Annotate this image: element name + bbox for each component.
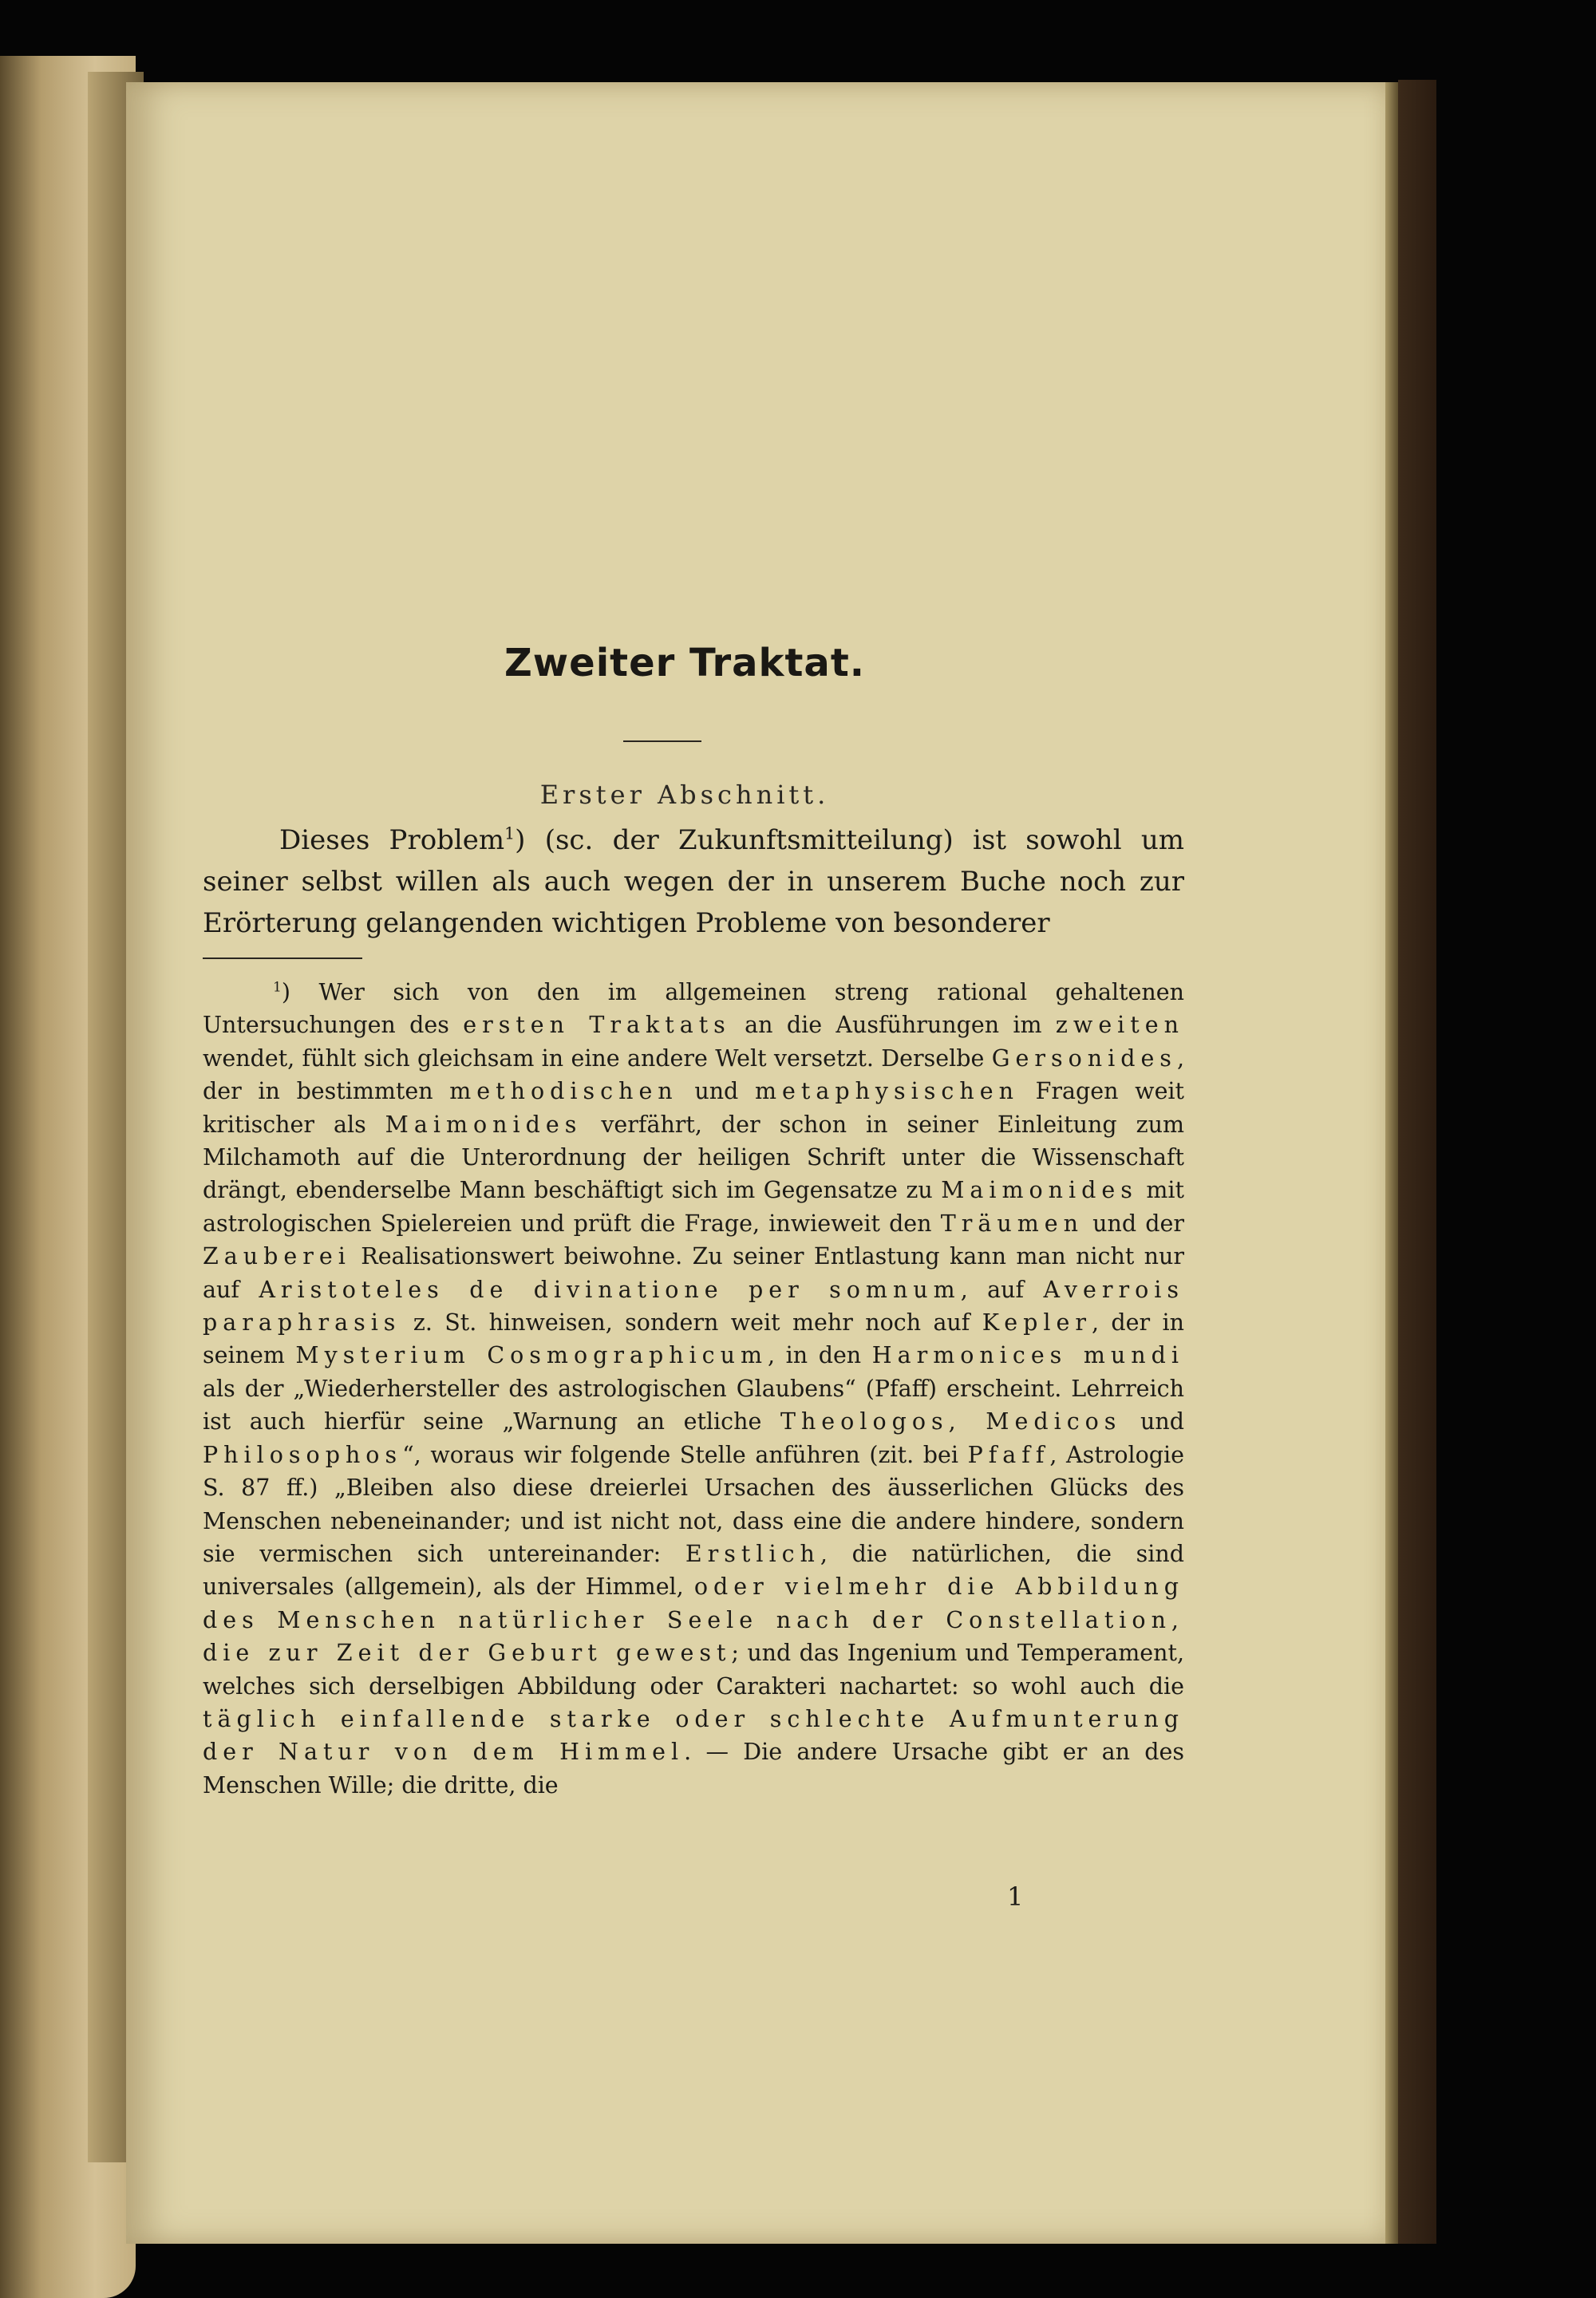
footnote-text: , auf [960,1276,1044,1303]
spaced-emphasis: Zauberei [203,1243,351,1270]
page-edge [1385,82,1398,2244]
body-text: Dieses Problem [279,824,505,856]
spaced-emphasis: methodischen [449,1078,678,1105]
spaced-emphasis: Harmonices mundi [871,1342,1184,1369]
footnote-text: und [1121,1408,1185,1435]
footnote-text: . — Die andere Ursache gibt er an des Menschen Wille; die dritte, die [203,1739,1184,1799]
footnote-text: , Astrologie S. 87 ff.) „Bleiben also diese dreierlei Ursachen des äusserlichen Glücks des Menschen nebeneinander; und ist nicht not, dass eine die andere hindere, sondern sie vermischen sich untereinander: [203,1441,1184,1567]
spaced-emphasis: metaphysischen [755,1078,1019,1105]
footnote-text: wendet, fühlt sich gleichsam in eine andere Welt versetzt. Derselbe [203,1044,992,1072]
footnote-text: ) Wer sich von den im allgemeinen streng rational gehaltenen Untersuchungen des [203,979,1184,1039]
footnote-text: als der „Wiederhersteller des astrologischen Glaubens“ (Pfaff) erscheint. Lehrreich ist auch hierfür seine „Warnung an etliche [203,1375,1184,1435]
footnote-text: ; und das Ingenium und Temperament, welches sich derselbigen Abbildung oder Carakteri nachartet: so wohl auch die [203,1640,1184,1700]
footnote-text: Realisationswert beiwohne. Zu seiner Entlastung kann man nicht nur auf [203,1243,1184,1303]
spaced-emphasis: Aristoteles de divinatione per somnum [259,1276,961,1303]
footnote-divider [203,958,362,959]
spaced-emphasis: Träumen [940,1210,1084,1237]
spaced-emphasis: Erstlich [685,1540,820,1567]
footnote-text: und [678,1078,755,1105]
footnote-text: mit astrologischen Spielereien und prüft die Frage, inwieweit den [203,1177,1184,1237]
spaced-emphasis: ersten Traktats [463,1012,731,1039]
footnote-text: , in den [768,1342,872,1369]
spaced-emphasis: Maimonides [385,1111,583,1138]
spaced-emphasis: oder vielmehr die Abbildung des Menschen natürlicher Seele nach der Constellation, die zur Zeit der Geburt gewest [203,1573,1184,1667]
spaced-emphasis: Pfaff [967,1441,1050,1468]
footnote-text: , der in bestimmten [203,1044,1184,1105]
footnote-text: , die natürlichen, die sind universales (allgemein), als der Himmel, [203,1540,1184,1601]
spaced-emphasis: zweiten [1055,1012,1184,1039]
footnote [203,976,1184,1802]
spaced-emphasis: Theologos, Medicos [780,1408,1122,1435]
footnote-reference: 1 [504,823,516,843]
body-paragraph [203,819,1184,944]
body-text: ) (sc. der Zukunftsmitteilung) ist sowohl um seiner selbst willen als auch wegen der in unserem Buche noch zur Erörterung gelangenden wichtigen Probleme von besonderer [203,824,1184,939]
footnote-text: , der in seinem [203,1309,1185,1369]
spaced-emphasis: Averrois paraphrasis [203,1276,1184,1337]
spaced-emphasis: Maimonides [941,1177,1138,1204]
footnote-text: an die Ausführungen im [730,1012,1056,1039]
spaced-emphasis: Philosophos [203,1441,403,1468]
section-heading: Erster Abschnitt. [539,780,830,810]
page-number: 1 [1007,1881,1024,1912]
footnote-text: “, woraus wir folgende Stelle anführen (zit. bei [402,1441,968,1468]
footnote-text: verfährt, der schon in seiner Einleitung zum Milchamoth auf die Unterordnung der heiligen Schrift unter die Wissenschaft drängt, ebenderselbe Mann beschäftigt sich im Gegensatze zu [203,1111,1184,1204]
spaced-emphasis: Kepler [982,1309,1092,1337]
footnote-text: Fragen weit kritischer als [203,1078,1184,1138]
book-page [126,82,1387,2244]
spaced-emphasis: Mysterium Cosmographicum [295,1342,768,1369]
chapter-title: Zweiter Traktat. [504,641,865,685]
footnote-text: und der [1083,1210,1184,1237]
spaced-emphasis: Gersonides [991,1044,1177,1072]
title-divider [623,740,701,742]
book-cover-edge [1398,80,1436,2244]
footnote-text: z. St. hinweisen, sondern weit mehr noch auf [401,1309,982,1337]
spaced-emphasis: täglich einfallende starke oder schlechte Aufmunterung der Natur von dem Himmel [203,1705,1184,1766]
footnote-marker: 1 [273,979,282,996]
